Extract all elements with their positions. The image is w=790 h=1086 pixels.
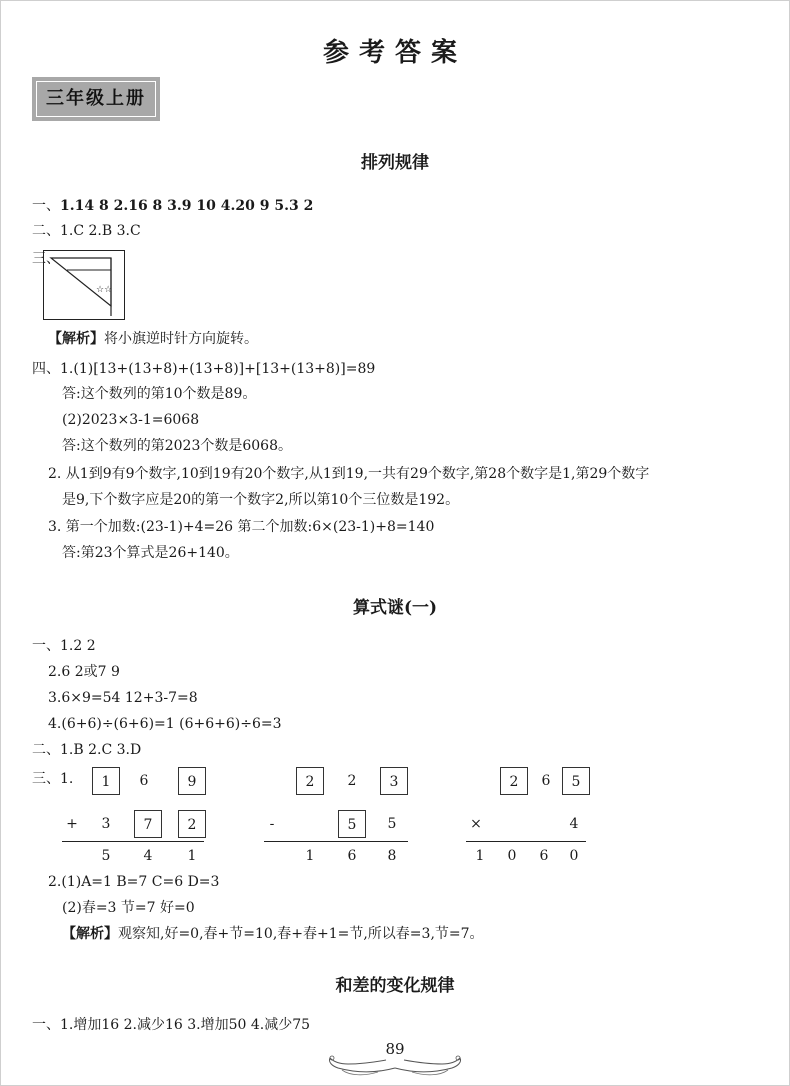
digit-box: 3 xyxy=(380,767,408,795)
digit-box: 1 xyxy=(92,767,120,795)
section-title-puzzle: 算式谜(一) xyxy=(352,598,438,618)
puzzle3-result-row xyxy=(466,842,606,872)
answer-line xyxy=(32,197,313,215)
part-number: 一、 xyxy=(32,198,60,214)
puzzle2-top-row xyxy=(296,767,436,797)
answer-line: (2)春=3 节=7 好=0 xyxy=(62,900,195,916)
grade-label-box xyxy=(32,77,160,121)
digit: 1 xyxy=(187,848,197,864)
digit: 6 xyxy=(347,848,357,864)
answer-line: 三、1. xyxy=(32,771,74,787)
digit: 0 xyxy=(507,848,517,864)
answer-line: 二、1.B 2.C 3.D xyxy=(32,742,142,758)
analysis-line xyxy=(62,925,484,943)
page-number: 89 xyxy=(385,1040,405,1058)
puzzle1-result-row xyxy=(92,842,232,872)
digit: 8 xyxy=(387,848,397,864)
digit-box: 9 xyxy=(178,767,206,795)
answer-line: 2.(1)A=1 B=7 C=6 D=3 xyxy=(48,874,220,890)
answer-line: 三、 xyxy=(32,251,60,267)
section-title-pattern: 排列规律 xyxy=(361,153,429,173)
digit: 3 xyxy=(101,816,111,832)
digit-box: 2 xyxy=(296,767,324,795)
flag-stars-icon: ☆☆ xyxy=(96,285,113,295)
analysis-tag: 【解析】 xyxy=(62,926,118,942)
puzzle1-mid-row xyxy=(92,810,232,840)
digit: 5 xyxy=(101,848,111,864)
flag-diagram xyxy=(43,250,125,320)
section-title-sum-diff: 和差的变化规律 xyxy=(335,976,455,996)
answer-line: (2)2023×3-1=6068 xyxy=(62,412,200,428)
digit-box: 5 xyxy=(338,810,366,838)
digit-box: 2 xyxy=(500,767,528,795)
analysis-text: 观察知,好=0,春+节=10,春+春+1=节,所以春=3,节=7。 xyxy=(118,926,484,942)
answer-line: 一、1.2 2 xyxy=(32,638,96,654)
puzzle3-mid-row xyxy=(500,810,640,840)
answer-line: 是9,下个数字应是20的第一个数字2,所以第10个三位数是192。 xyxy=(62,492,460,508)
analysis-line xyxy=(48,330,258,348)
operator-plus: + xyxy=(66,816,78,832)
answer-line: 4.(6+6)÷(6+6)=1 (6+6+6)÷6=3 xyxy=(48,716,282,732)
analysis-text: 将小旗逆时针方向旋转。 xyxy=(104,331,258,347)
answer-line: 3. 第一个加数:(23-1)+4=26 第二个加数:6×(23-1)+8=140 xyxy=(48,519,435,535)
answer-line: 二、1.C 2.B 3.C xyxy=(32,223,141,239)
answer-line: 答:第23个算式是26+140。 xyxy=(62,545,239,561)
answer-line: 答:这个数列的第10个数是89。 xyxy=(62,386,257,402)
puzzle1-top-row xyxy=(92,767,232,797)
digit: 2 xyxy=(347,773,357,789)
answer-line: 四、1.(1)[13+(13+8)+(13+8)]+[13+(13+8)]=89 xyxy=(32,361,376,377)
operator-minus: - xyxy=(269,816,275,832)
answer-line: 答:这个数列的第2023个数是6068。 xyxy=(62,438,292,454)
grade-label: 三年级上册 xyxy=(46,88,146,109)
digit: 5 xyxy=(387,816,397,832)
digit: 0 xyxy=(569,848,579,864)
puzzle2-mid-row xyxy=(296,810,436,840)
digit: 1 xyxy=(305,848,315,864)
digit-box: 2 xyxy=(178,810,206,838)
flag-triangle xyxy=(51,258,111,306)
answer-line: 3.6×9=54 12+3-7=8 xyxy=(48,690,198,706)
analysis-tag: 【解析】 xyxy=(48,331,104,347)
puzzle3-top-row xyxy=(500,767,640,797)
answer-text: 1.14 8 2.16 8 3.9 10 4.20 9 5.3 2 xyxy=(60,198,314,214)
digit: 4 xyxy=(143,848,153,864)
digit: 6 xyxy=(539,848,549,864)
answer-line: 一、1.增加16 2.减少16 3.增加50 4.减少75 xyxy=(32,1017,311,1033)
operator-times: × xyxy=(470,816,482,832)
digit: 1 xyxy=(475,848,485,864)
digit: 6 xyxy=(541,773,551,789)
digit: 4 xyxy=(569,816,579,832)
digit: 6 xyxy=(139,773,149,789)
page-title: 参考答案 xyxy=(322,38,467,68)
digit-box: 5 xyxy=(562,767,590,795)
digit-box: 7 xyxy=(134,810,162,838)
answer-line: 2. 从1到9有9个数字,10到19有20个数字,从1到19,一共有29个数字,第28个数字是1,第29个数字 xyxy=(48,466,650,482)
puzzle2-result-row xyxy=(296,842,436,872)
answer-line: 2.6 2或7 9 xyxy=(48,664,120,680)
